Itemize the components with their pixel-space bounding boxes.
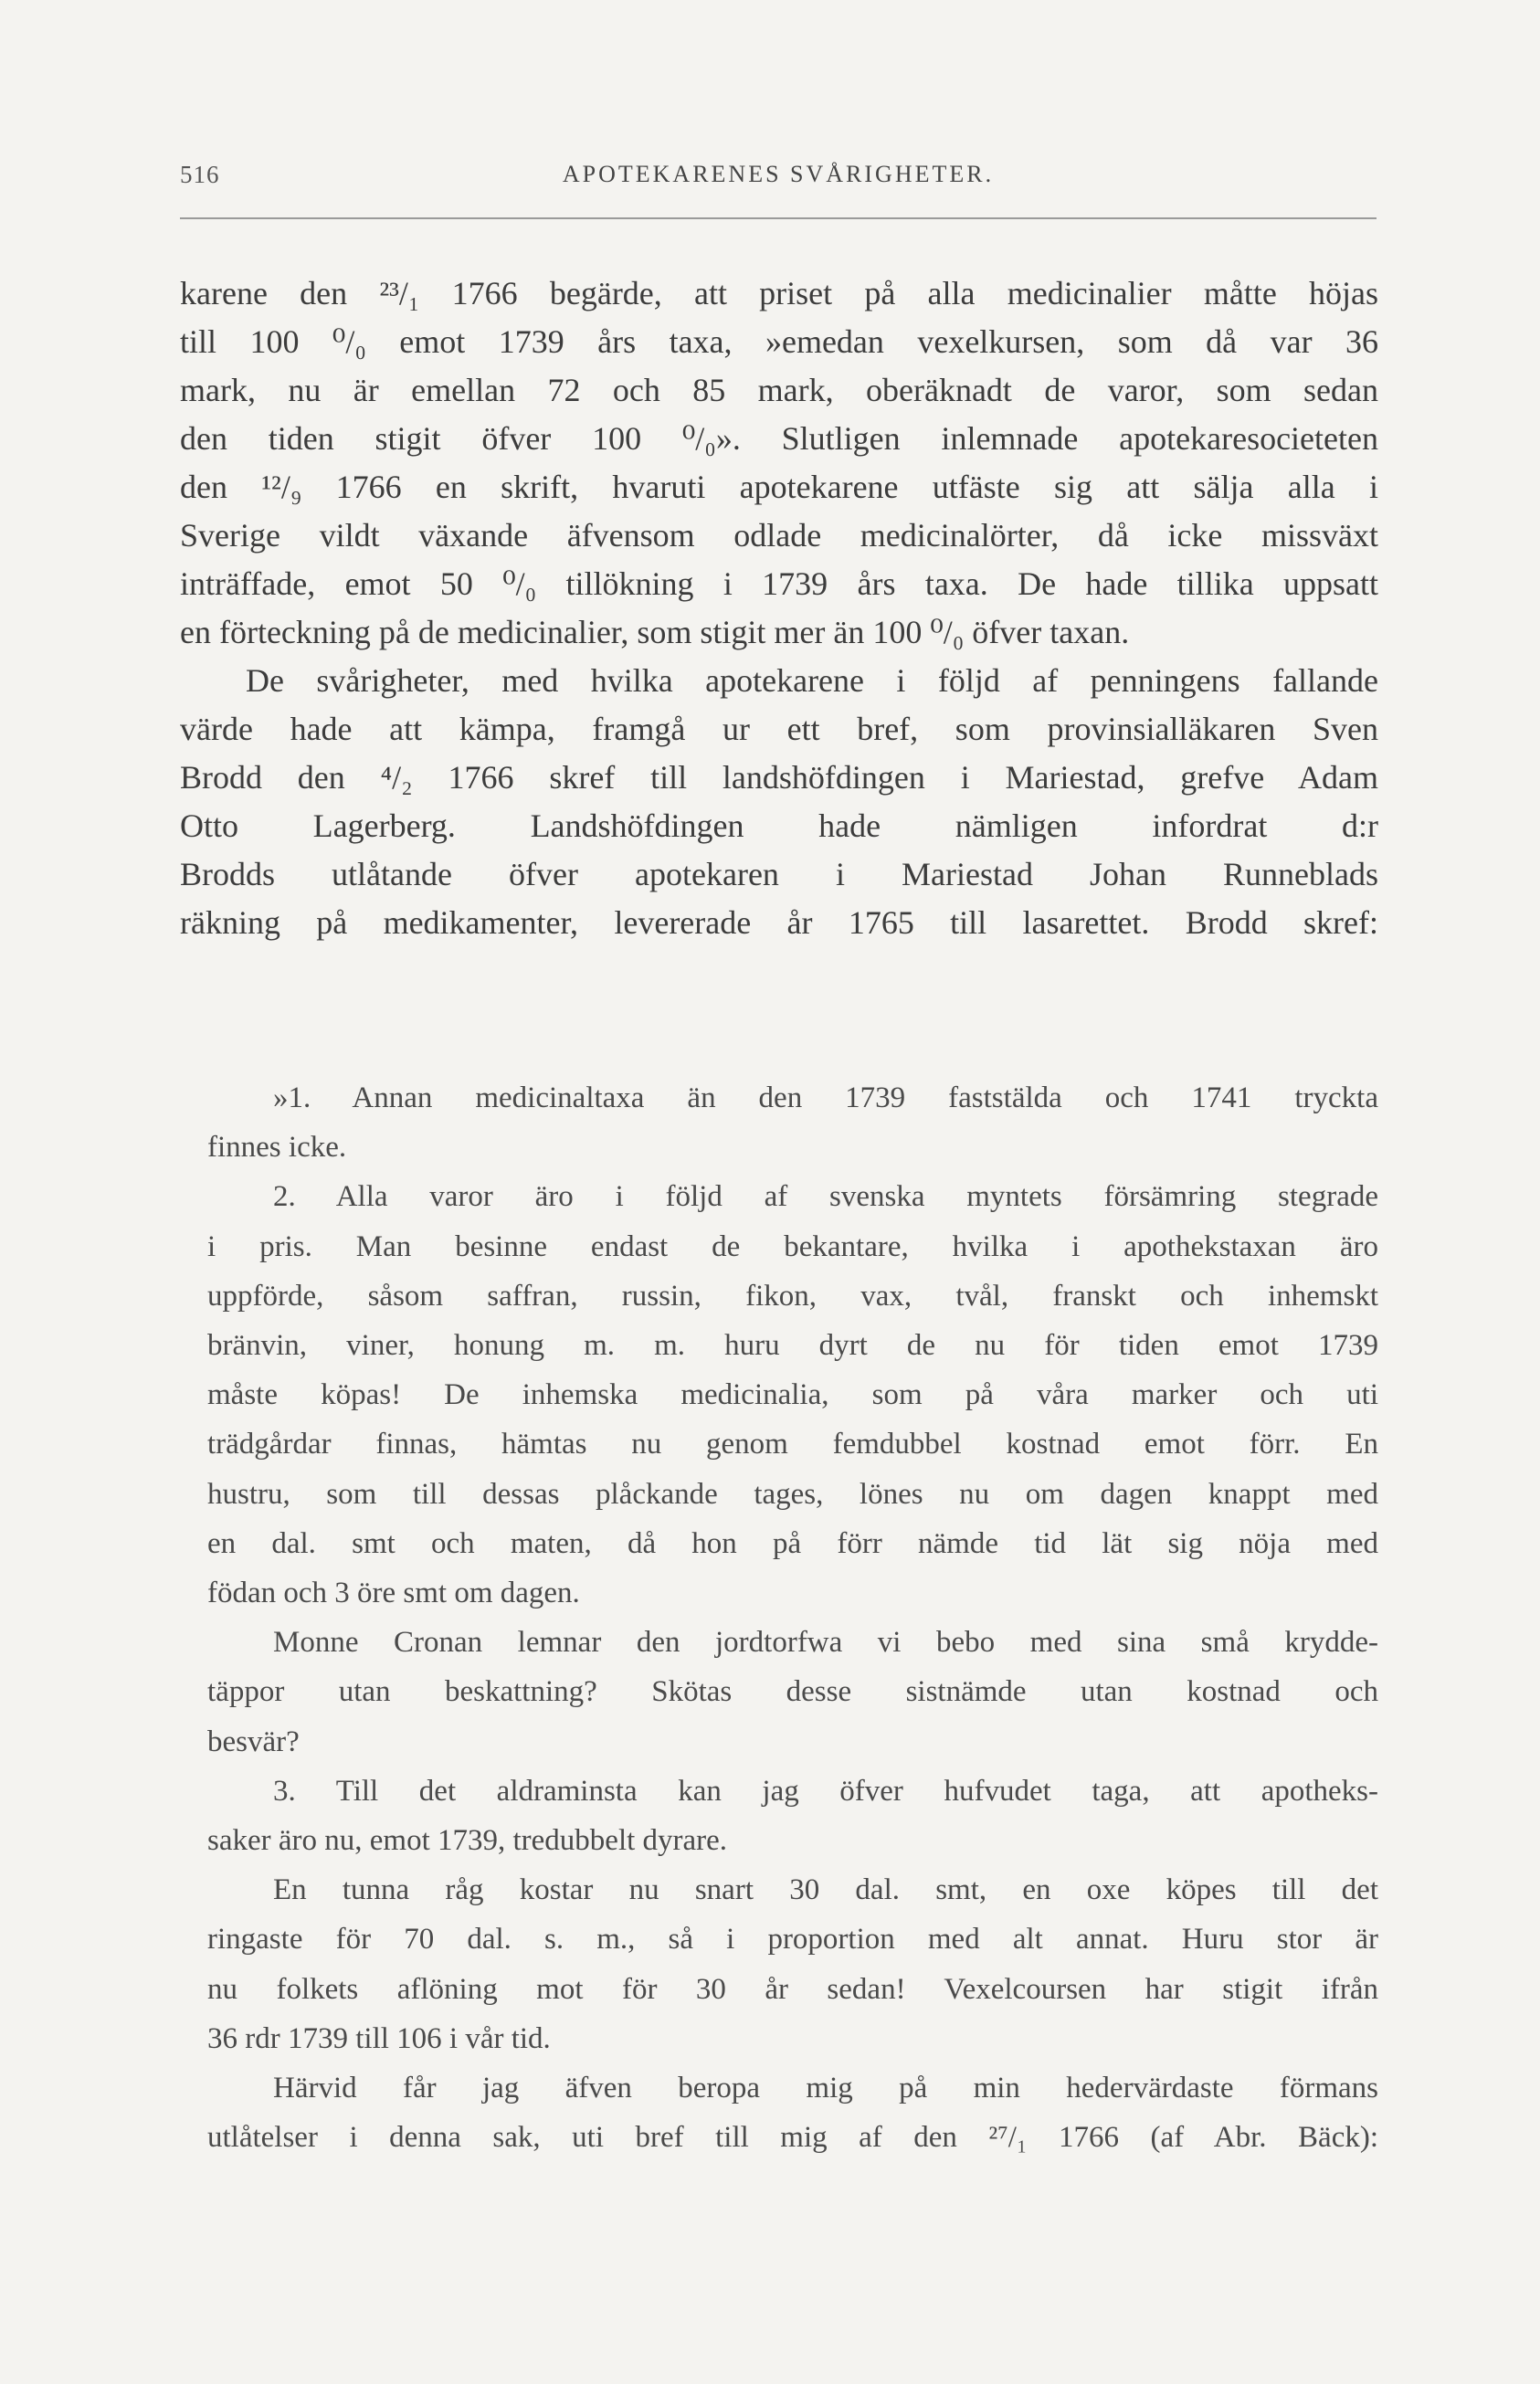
running-title: APOTEKARENES SVÅRIGHETER.: [562, 161, 995, 187]
header-divider: [180, 217, 1377, 219]
quote-line: bränvin, viner, honung m. m. huru dyrt de nu för tiden emot 1739: [207, 1329, 1378, 1363]
body-paragraphs: [180, 269, 1378, 947]
quote-line: hustru, som till dessas plåckande tages, lönes nu om dagen knappt med: [207, 1477, 1378, 1511]
quote-line: utlåtelser i denna sak, uti bref till mig af den ²⁷/₁ 1766 (af Abr. Bäck):: [207, 2121, 1378, 2155]
page-header: [180, 161, 1377, 197]
quoted-letter: [207, 1073, 1378, 2162]
quote-line: besvär?: [207, 1725, 300, 1758]
body-line: De svårigheter, med hvilka apotekarene i följd af penningens fallande: [246, 662, 1378, 699]
body-line: till 100 ⁰/₀ emot 1739 års taxa, »emedan vexelkursen, som då var 36: [180, 323, 1378, 360]
quote-line: födan och 3 öre smt om dagen.: [207, 1577, 580, 1610]
body-line: karene den ²³/₁ 1766 begärde, att priset på alla medicinalier måtte höjas: [180, 275, 1378, 311]
body-line: Brodd den ⁴/₂ 1766 skref till landshöfdingen i Mariestad, grefve Adam: [180, 759, 1378, 796]
quote-line: uppförde, såsom saffran, russin, fikon, vax, tvål, franskt och inhemskt: [207, 1279, 1378, 1313]
quote-line: i pris. Man besinne endast de bekantare, hvilka i apothekstaxan äro: [207, 1229, 1378, 1263]
quote-line: 2. Alla varor äro i följd af svenska myntets försämring stegrade: [273, 1180, 1378, 1214]
quote-line: Härvid får jag äfven beropa mig på min hedervärdaste förmans: [273, 2072, 1378, 2105]
body-line: Sverige vildt växande äfvensom odlade medicinalörter, då icke missväxt: [180, 517, 1378, 554]
body-line: den ¹²/₉ 1766 en skrift, hvaruti apotekarene utfäste sig att sälja alla i: [180, 469, 1378, 505]
quote-line: nu folkets aflöning mot för 30 år sedan! Vexelcoursen har stigit ifrån: [207, 1972, 1378, 2006]
quote-line: en dal. smt och maten, då hon på förr nämde tid lät sig nöja med: [207, 1526, 1378, 1560]
body-line: värde hade att kämpa, framgå ur ett bref, som provinsialläkaren Sven: [180, 711, 1378, 747]
body-line: den tiden stigit öfver 100 ⁰/₀». Slutligen inlemnade apotekaresocieteten: [180, 420, 1378, 457]
quote-line: 3. Till det aldraminsta kan jag öfver hufvudet taga, att apotheks-: [273, 1774, 1378, 1808]
body-line: mark, nu är emellan 72 och 85 mark, oberäknadt de varor, som sedan: [180, 372, 1378, 408]
body-line: räkning på medikamenter, levererade år 1765 till lasarettet. Brodd skref:: [180, 904, 1378, 941]
page-number: 516: [180, 161, 220, 188]
body-line: inträffade, emot 50 ⁰/₀ tillökning i 1739 års taxa. De hade tillika uppsatt: [180, 565, 1378, 602]
quote-line: täppor utan beskattning? Skötas desse sistnämde utan kostnad och: [207, 1675, 1378, 1709]
quote-line: saker äro nu, emot 1739, tredubbelt dyrare.: [207, 1824, 728, 1858]
quote-line: ringaste för 70 dal. s. m., så i proportion med alt annat. Huru stor är: [207, 1923, 1378, 1957]
quote-line: Monne Cronan lemnar den jordtorfwa vi bebo med sina små krydde-: [273, 1626, 1378, 1660]
body-line: Otto Lagerberg. Landshöfdingen hade nämligen infordrat d:r: [180, 807, 1378, 844]
quote-line: En tunna råg kostar nu snart 30 dal. smt, en oxe köpes till det: [273, 1873, 1378, 1907]
body-line: Brodds utlåtande öfver apotekaren i Mariestad Johan Runneblads: [180, 856, 1378, 892]
quote-line: 36 rdr 1739 till 106 i vår tid.: [207, 2021, 551, 2055]
quote-line: »1. Annan medicinaltaxa än den 1739 faststälda och 1741 tryckta: [273, 1081, 1378, 1114]
body-line: en förteckning på de medicinalier, som stigit mer än 100 ⁰/₀ öfver taxan.: [180, 614, 1130, 650]
quote-line: finnes icke.: [207, 1131, 347, 1165]
quote-line: trädgårdar finnas, hämtas nu genom femdubbel kostnad emot förr. En: [207, 1428, 1378, 1461]
quote-line: måste köpas! De inhemska medicinalia, som på våra marker och uti: [207, 1378, 1378, 1412]
